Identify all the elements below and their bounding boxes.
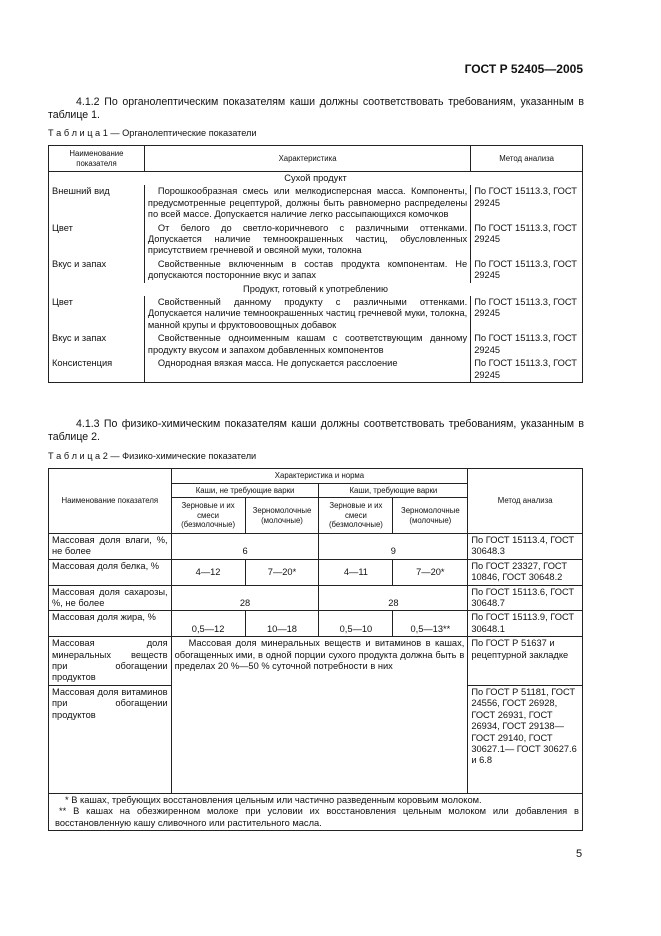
- t2-cell-method: По ГОСТ Р 51637 и рецептурной закладке: [468, 637, 583, 686]
- paragraph-4-1-3: 4.1.3 По физико-химическим показателям каши должны соответствовать требованиям, указанным в таблице 2.: [48, 418, 584, 443]
- t1-header-char: Характеристика: [144, 146, 470, 172]
- t1-header-method: Метод анализа: [471, 146, 583, 172]
- t2-cell-method: По ГОСТ 15113.9, ГОСТ 30648.1: [468, 611, 583, 637]
- document-header: ГОСТ Р 52405—2005: [464, 62, 583, 76]
- table-organoleptic: [48, 145, 583, 383]
- t2-cell-value: 7—20*: [245, 559, 319, 585]
- t1-cell-method: По ГОСТ 15113.3, ГОСТ 29245: [471, 332, 583, 357]
- t1-cell-char: Свойственные включенным в состав продукта компонентам. Не допускаются посторонние вкус и запах: [144, 258, 470, 283]
- t2-cell-name: Массовая доля минеральных веществ при обогащении продуктов: [49, 637, 172, 686]
- t2-cell-method: По ГОСТ 15113.6, ГОСТ 30648.7: [468, 585, 583, 611]
- t1-cell-method: По ГОСТ 15113.3, ГОСТ 29245: [471, 258, 583, 283]
- t2-cell-value: 28: [171, 585, 319, 611]
- t2-header-method: Метод анализа: [468, 469, 583, 534]
- t2-header-name: Наименование показателя: [49, 469, 172, 534]
- table-footnotes: [49, 793, 583, 830]
- t2-cell-value: 10—18: [245, 611, 319, 637]
- t2-cell-name: Массовая доля витаминов при обогащении продуктов: [49, 685, 172, 793]
- t1-cell-method: По ГОСТ 15113.3, ГОСТ 29245: [471, 296, 583, 332]
- t2-cell-enrichment: Массовая доля минеральных веществ и витаминов в кашах, обогащенных ими, в одной порции сухого продукта должна быть в пределах 20 %—50 % суточной потребности в них: [171, 637, 468, 794]
- t1-cell-name: Вкус и запах: [49, 258, 145, 283]
- t2-header-milk: Зерномолочные (молочные): [245, 498, 319, 534]
- t2-cell-value: 0,5—13**: [393, 611, 468, 637]
- t1-cell-char: Свойственные одноименным кашам с соответствующим данному продукту вкусом и запахом добавленных компонентов: [144, 332, 470, 357]
- table1-caption: Т а б л и ц а 1 — Органолептические показатели: [48, 128, 257, 138]
- t1-cell-char: Свойственный данному продукту с различными оттенками. Допускается наличие темноокрашенных частиц гречневой муки, толокна, манной крупы и фруктовоовощных добавок: [144, 296, 470, 332]
- footnote-1: * В кашах, требующих восстановления цельным или частично разведенным коровьим молоком.: [65, 794, 482, 805]
- table-row: [49, 611, 583, 637]
- page-number: 5: [576, 848, 583, 860]
- t2-cell-value: 7—20*: [393, 559, 468, 585]
- t2-cell-value: 0,5—12: [171, 611, 245, 637]
- t2-header-grain: Зерновые и их смеси (безмолочные): [171, 498, 245, 534]
- table-physico-chemical: [48, 468, 583, 831]
- t2-header-char: Характеристика и норма: [171, 469, 468, 484]
- t1-cell-method: По ГОСТ 15113.3, ГОСТ 29245: [471, 222, 583, 258]
- table-row: [49, 559, 583, 585]
- t1-section-dry: Сухой продукт: [49, 172, 583, 186]
- table-row: [49, 357, 583, 382]
- t2-cell-value: 4—11: [319, 559, 393, 585]
- t1-cell-char: Однородная вязкая масса. Не допускается расслоение: [144, 357, 470, 382]
- t2-cell-value: 6: [171, 534, 319, 560]
- t1-cell-name: Цвет: [49, 222, 145, 258]
- table2-caption: Т а б л и ц а 2 — Физико-химические показатели: [48, 451, 257, 461]
- table-row: [49, 222, 583, 258]
- t2-header-no-cook: Каши, не требующие варки: [171, 484, 319, 498]
- t2-cell-name: Массовая доля влаги, %, не более: [49, 534, 172, 560]
- table-row: [49, 332, 583, 357]
- t1-cell-name: Консистенция: [49, 357, 145, 382]
- t2-cell-value: 4—12: [171, 559, 245, 585]
- table-row: [49, 296, 583, 332]
- t1-cell-method: По ГОСТ 15113.3, ГОСТ 29245: [471, 185, 583, 221]
- t2-cell-value: 9: [319, 534, 468, 560]
- table-row: [49, 185, 583, 221]
- t2-header-cook: Каши, требующие варки: [319, 484, 468, 498]
- t1-cell-name: Вкус и запах: [49, 332, 145, 357]
- table-row: [49, 637, 583, 686]
- t2-cell-value: 0,5—10: [319, 611, 393, 637]
- table-row: [49, 585, 583, 611]
- t1-cell-char: От белого до светло-коричневого с различными оттенками. Допускается наличие темноокрашенных частиц, обусловленных присутствием гречневой и овсяной муки, толокна: [144, 222, 470, 258]
- t2-cell-method: По ГОСТ Р 51181, ГОСТ 24556, ГОСТ 26928, ГОСТ 26931, ГОСТ 26934, ГОСТ 29138— ГОСТ 29140, ГОСТ 30627.1— ГОСТ 30627.6 и 6.8: [468, 685, 583, 793]
- t2-header-grain: Зерновые и их смеси (безмолочные): [319, 498, 393, 534]
- t1-cell-name: Внешний вид: [49, 185, 145, 221]
- t2-cell-value: 28: [319, 585, 468, 611]
- t2-header-milk: Зерномолочные (молочные): [393, 498, 468, 534]
- t1-cell-char: Порошкообразная смесь или мелкодисперсная масса. Компоненты, предусмотренные рецептурой, должны быть равномерно распределены по всей массе. Допускается наличие легко рассыпающихся комочков: [144, 185, 470, 221]
- t1-header-name: Наименование показателя: [49, 146, 145, 172]
- t1-section-ready: Продукт, готовый к употреблению: [49, 283, 583, 296]
- paragraph-4-1-2: 4.1.2 По органолептическим показателям каши должны соответствовать требованиям, указанным в таблице 1.: [48, 96, 584, 121]
- t2-cell-method: По ГОСТ 23327, ГОСТ 10846, ГОСТ 30648.2: [468, 559, 583, 585]
- footnote-2: ** В кашах на обезжиренном молоке при условии их восстановления цельным молоком или добавления в восстановленную кашу сливочного или растительного масла.: [55, 806, 579, 828]
- t1-cell-name: Цвет: [49, 296, 145, 332]
- t1-cell-method: По ГОСТ 15113.3, ГОСТ 29245: [471, 357, 583, 382]
- table-row: [49, 534, 583, 560]
- table-row: [49, 258, 583, 283]
- t2-cell-name: Массовая доля жира, %: [49, 611, 172, 637]
- t2-cell-method: По ГОСТ 15113.4, ГОСТ 30648.3: [468, 534, 583, 560]
- t2-cell-name: Массовая доля сахарозы, %, не более: [49, 585, 172, 611]
- t2-cell-name: Массовая доля белка, %: [49, 559, 172, 585]
